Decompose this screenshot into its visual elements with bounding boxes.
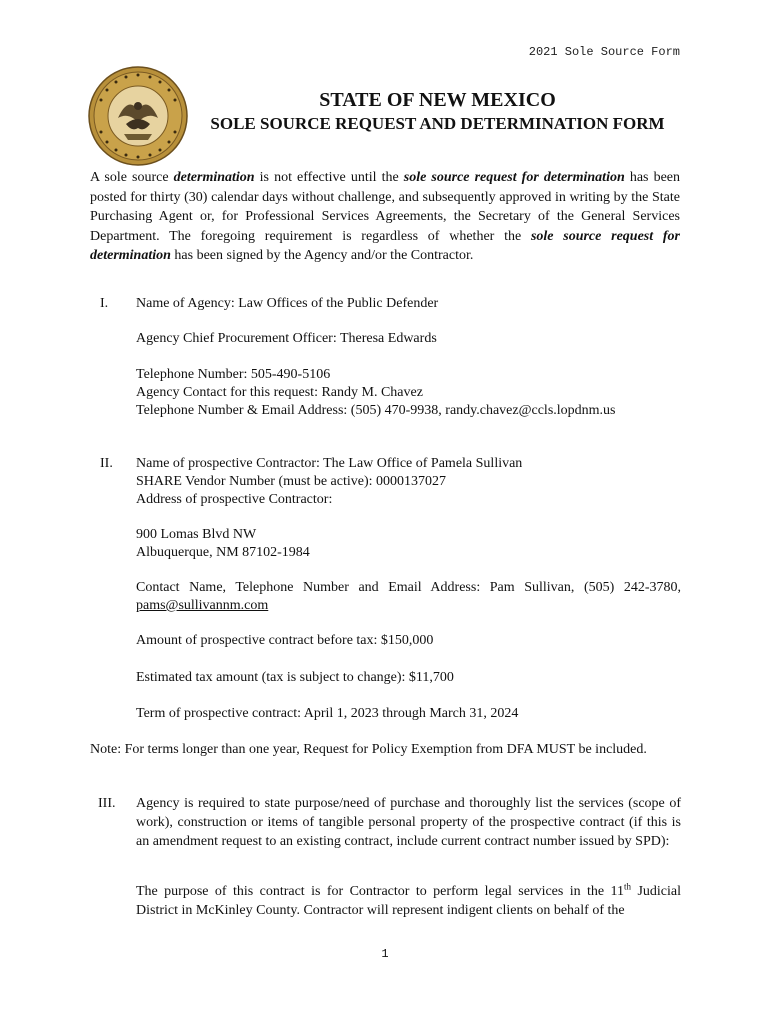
section-1-number: I. <box>100 296 109 311</box>
agency-contact: Agency Contact for this request: Randy M. Chavez <box>136 385 423 400</box>
vendor-number: SHARE Vendor Number (must be active): 0000137027 <box>136 474 447 489</box>
contract-term: Term of prospective contract: April 1, 2023 through March 31, 2024 <box>136 706 519 721</box>
form-code-header: 2021 Sole Source Form <box>528 45 680 59</box>
agency-name: Name of Agency: Law Offices of the Public Defender <box>136 296 439 311</box>
page-number: 1 <box>381 947 389 961</box>
section-3-number: III. <box>98 796 116 811</box>
contractor-address-line2: Albuquerque, NM 87102-1984 <box>136 545 310 560</box>
intro-paragraph: A sole source determination is not effective until the sole source request for determination has been posted for thirty (30) calendar days without challenge, and subsequently approved in writing by the State Purchasing Agent or, for Professional Services Agreements, the Secretary of the General Services Department. The foregoing requirement is regardless of whether the sole source request for determination has been signed by the Agency and/or the Contractor. <box>90 170 680 263</box>
contract-amount: Amount of prospective contract before tax: $150,000 <box>136 633 434 648</box>
contractor-email-line <box>136 596 681 615</box>
agency-telephone: Telephone Number: 505-490-5106 <box>136 367 331 382</box>
estimated-tax: Estimated tax amount (tax is subject to change): $11,700 <box>136 670 454 685</box>
document-subtitle: SOLE SOURCE REQUEST AND DETERMINATION FORM <box>210 114 665 133</box>
contractor-contact: Contact Name, Telephone Number and Email Address: Pam Sullivan, (505) 242-3780, <box>136 580 681 595</box>
contractor-name: Name of prospective Contractor: The Law Office of Pamela Sullivan <box>136 456 523 471</box>
contract-purpose: The purpose of this contract is for Contractor to perform legal services in the 11th Judicial District in McKinley County. Contractor will represent indigent clients on behalf of the <box>136 881 681 918</box>
procurement-officer: Agency Chief Procurement Officer: Theresa Edwards <box>136 331 437 346</box>
agency-phone-email: Telephone Number & Email Address: (505) 470-9938, randy.chavez@ccls.lopdnm.us <box>136 403 616 418</box>
contractor-address-label: Address of prospective Contractor: <box>136 492 333 507</box>
contractor-email-link[interactable]: pams@sullivannm.com <box>136 598 269 613</box>
section-2-number: II. <box>100 456 113 471</box>
term-note: Note: For terms longer than one year, Request for Policy Exemption from DFA MUST be included. <box>90 742 647 757</box>
document-title: STATE OF NEW MEXICO <box>319 89 556 111</box>
contractor-address-line1: 900 Lomas Blvd NW <box>136 527 257 542</box>
section-3-text: Agency is required to state purpose/need of purchase and thoroughly list the services (scope of work), construction or items of tangible personal property of the prospective contract (if this is an amendment request to an existing contract, include current contract number issued by SPD): <box>136 796 681 849</box>
